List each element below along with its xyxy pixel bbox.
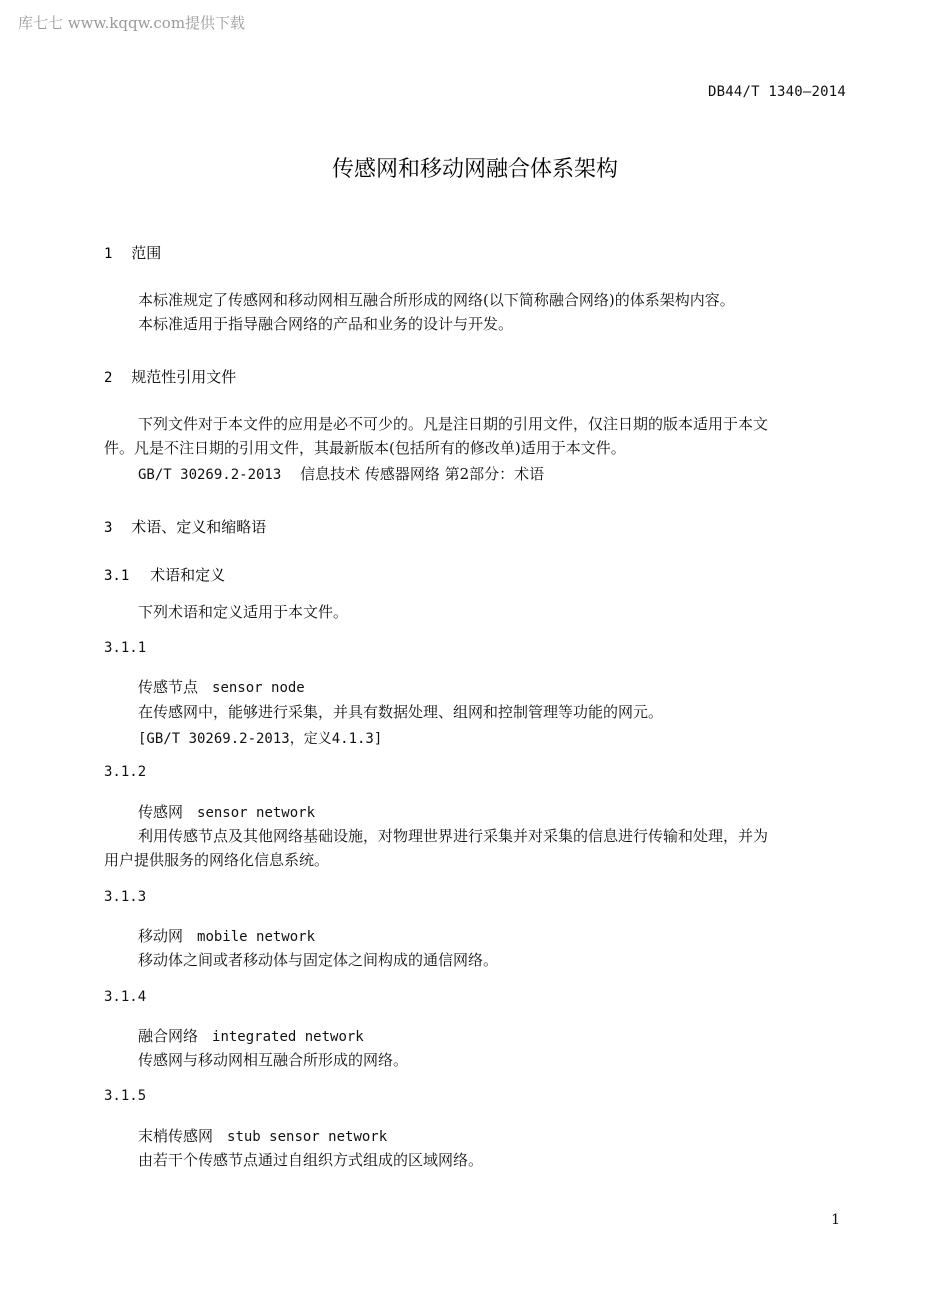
term-heading xyxy=(138,1125,387,1146)
term-number: 3.1.2 xyxy=(104,764,147,780)
section-title: 范围 xyxy=(131,244,162,262)
section-title: 术语、定义和缩略语 xyxy=(131,518,267,536)
term-definition: 移动体之间或者移动体与固定体之间构成的通信网络。 xyxy=(138,951,499,969)
term-zh: 末梢传感网 xyxy=(138,1127,214,1145)
term-en: mobile network xyxy=(197,929,316,945)
section-3-1-heading xyxy=(104,564,225,585)
term-zh: 融合网络 xyxy=(138,1027,199,1045)
term-en: integrated network xyxy=(212,1029,364,1045)
term-number: 3.1.3 xyxy=(104,889,147,905)
term-en: sensor network xyxy=(197,805,316,821)
term-definition-line: 利用传感节点及其他网络基础设施，对物理世界进行采集并对采集的信息进行传输和处理，并为 xyxy=(138,827,769,845)
term-zh: 移动网 xyxy=(138,927,184,945)
section-1-heading xyxy=(104,242,161,263)
watermark: 库七七 www.kqqw.com提供下载 xyxy=(18,14,246,32)
term-heading xyxy=(138,676,305,697)
term-definition: 由若干个传感节点通过自组织方式组成的区域网络。 xyxy=(138,1151,484,1169)
term-en: stub sensor network xyxy=(227,1129,388,1145)
term-heading xyxy=(138,1025,364,1046)
term-number: 3.1.1 xyxy=(104,640,147,656)
paragraph-line: 件。凡是不注日期的引用文件，其最新版本(包括所有的修改单)适用于本文件。 xyxy=(104,439,626,457)
term-zh: 传感节点 xyxy=(138,678,199,696)
reference-title: 信息技术 传感器网络 第2部分：术语 xyxy=(300,465,545,483)
reference-code: GB/T 30269.2-2013 xyxy=(138,467,282,483)
section-2-heading xyxy=(104,366,236,387)
paragraph: 本标准规定了传感网和移动网相互融合所形成的网络(以下简称融合网络)的体系架构内容。 xyxy=(138,291,735,309)
section-title: 术语和定义 xyxy=(150,566,226,584)
term-en: sensor node xyxy=(212,680,305,696)
section-number: 1 xyxy=(104,246,113,262)
document-number: DB44/T 1340—2014 xyxy=(707,84,846,100)
paragraph: 本标准适用于指导融合网络的产品和业务的设计与开发。 xyxy=(138,315,514,333)
term-definition: 在传感网中，能够进行采集，并具有数据处理、组网和控制管理等功能的网元。 xyxy=(138,703,664,721)
term-zh: 传感网 xyxy=(138,803,184,821)
normative-reference xyxy=(138,462,544,487)
term-heading xyxy=(138,801,315,822)
page-number: 1 xyxy=(831,1212,840,1228)
term-source: [GB/T 30269.2-2013，定义4.1.3] xyxy=(138,731,383,747)
document-title: 传感网和移动网融合体系架构 xyxy=(331,157,618,182)
term-heading xyxy=(138,925,315,946)
section-number: 3.1 xyxy=(104,568,130,584)
term-number: 3.1.5 xyxy=(104,1088,147,1104)
term-definition-line: 用户提供服务的网络化信息系统。 xyxy=(104,851,330,869)
section-number: 2 xyxy=(104,370,113,386)
section-title: 规范性引用文件 xyxy=(131,368,237,386)
term-definition: 传感网与移动网相互融合所形成的网络。 xyxy=(138,1051,409,1069)
term-number: 3.1.4 xyxy=(104,989,147,1005)
section-number: 3 xyxy=(104,520,113,536)
section-3-heading xyxy=(104,516,266,537)
paragraph-line: 下列文件对于本文件的应用是必不可少的。凡是注日期的引用文件，仅注日期的版本适用于本文 xyxy=(138,415,769,433)
paragraph: 下列术语和定义适用于本文件。 xyxy=(138,603,349,621)
